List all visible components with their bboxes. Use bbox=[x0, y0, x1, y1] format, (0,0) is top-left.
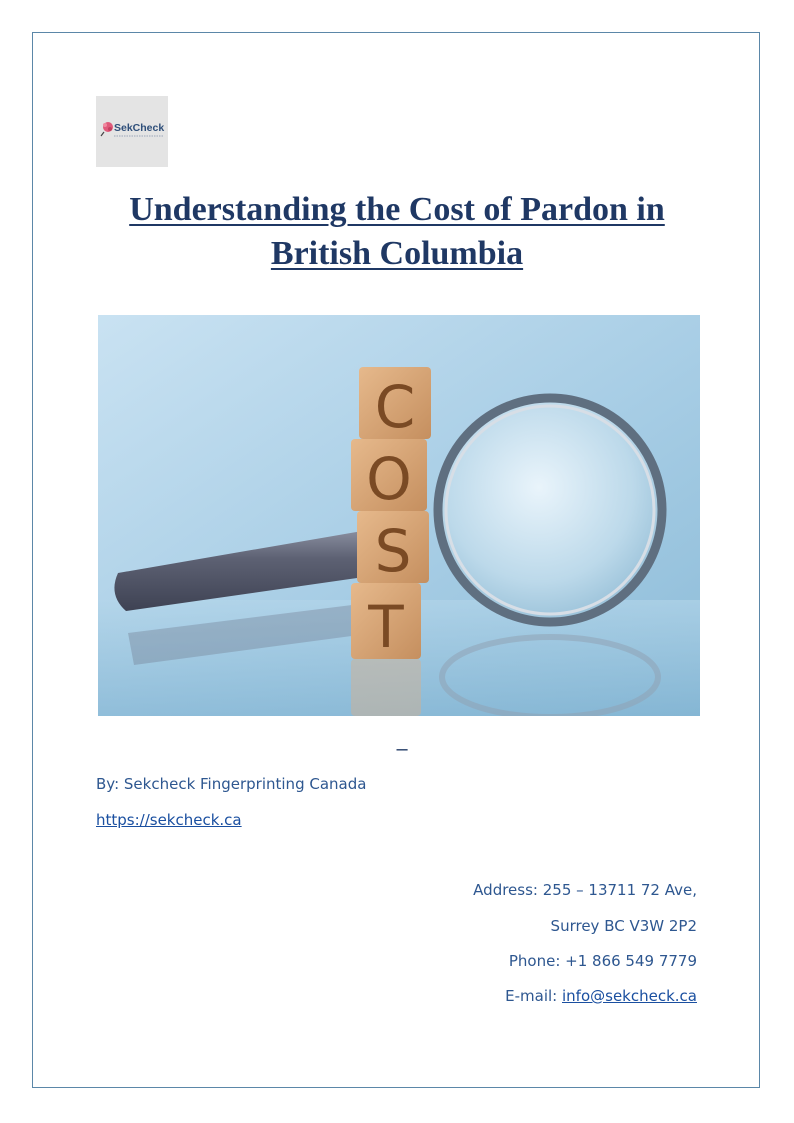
block-letter-o: O bbox=[366, 445, 412, 513]
logo-wordmark: SekCheck bbox=[114, 122, 165, 134]
document-title bbox=[60, 188, 734, 276]
phone-text: Phone: +1 866 549 7779 bbox=[508, 952, 697, 970]
logo-graphic bbox=[96, 96, 168, 167]
address-line-2: Surrey BC V3W 2P2 bbox=[550, 917, 697, 935]
block-letter-c: C bbox=[374, 373, 416, 441]
byline: By: Sekcheck Fingerprinting Canada bbox=[96, 775, 367, 793]
hero-image bbox=[98, 315, 700, 716]
company-logo bbox=[96, 96, 168, 167]
title-line-2: British Columbia bbox=[270, 235, 524, 272]
email-link[interactable]: info@sekcheck.ca bbox=[562, 987, 697, 1005]
email-line bbox=[505, 987, 697, 1005]
email-label: E-mail: bbox=[505, 987, 562, 1005]
separator-dash: – bbox=[396, 738, 408, 760]
cost-blocks bbox=[351, 367, 431, 716]
address-line-1: Address: 255 – 13711 72 Ave, bbox=[473, 881, 697, 899]
block-letter-s: S bbox=[374, 517, 412, 585]
title-line-1: Understanding the Cost of Pardon in bbox=[129, 191, 665, 228]
website-link[interactable]: https://sekcheck.ca bbox=[96, 811, 242, 829]
block-letter-t: T bbox=[368, 593, 404, 661]
